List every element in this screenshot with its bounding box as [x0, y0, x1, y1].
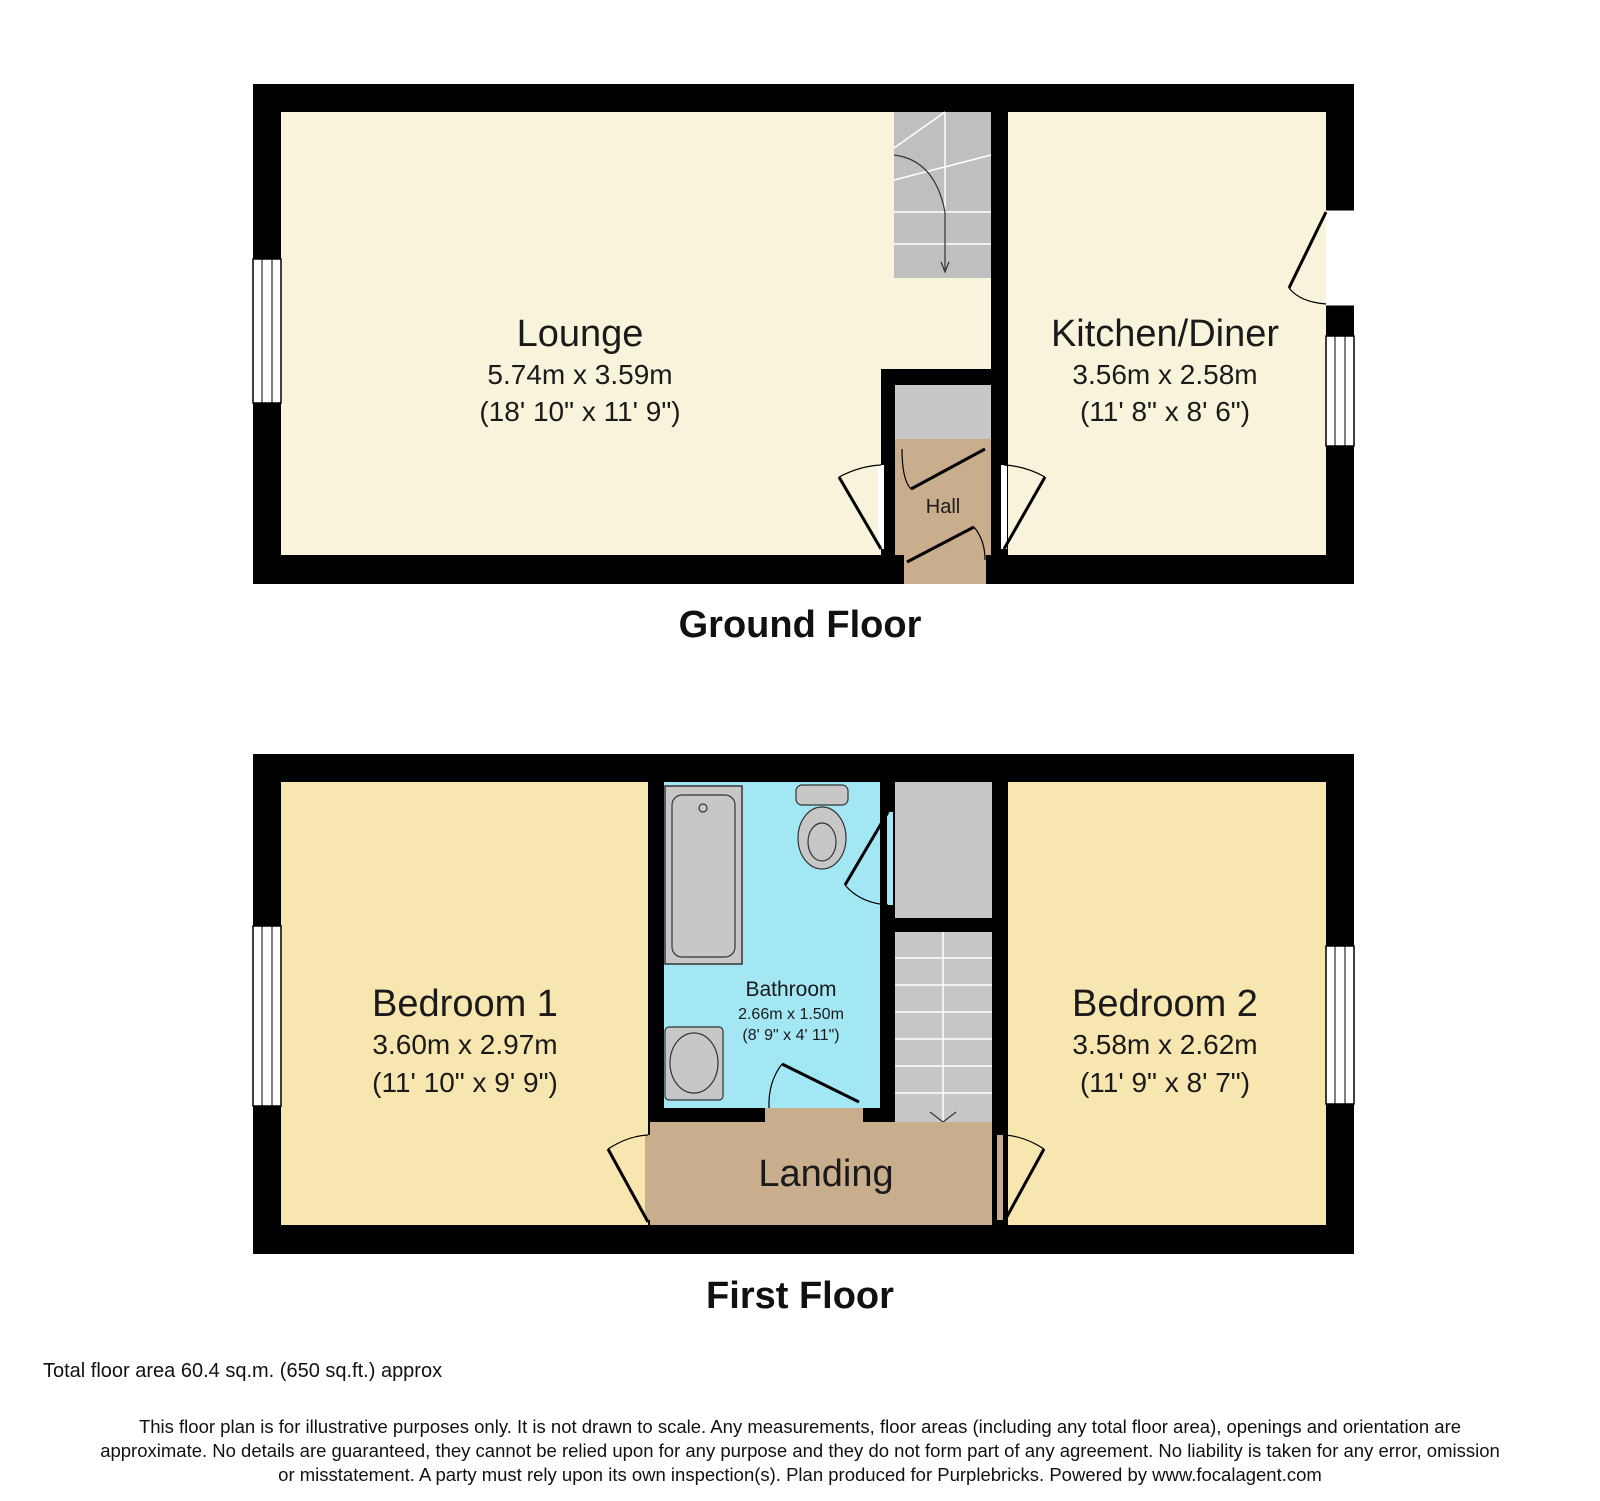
bedroom1-window [253, 926, 281, 1106]
kitchen-metric: 3.56m x 2.58m [1072, 359, 1258, 390]
disclaimer-line: This floor plan is for illustrative purposes only. It is not drawn to scale. Any measurements, floor areas (including any total floor area), openings and orientation are [138, 1416, 1462, 1437]
bathroom-imperial: (8' 9" x 4' 11") [742, 1027, 840, 1044]
disclaimer [20, 1415, 1580, 1487]
lounge-window [253, 259, 281, 403]
airing-cupboard [895, 782, 992, 918]
kitchen-name: Kitchen/Diner [1050, 313, 1280, 355]
bedroom1-name: Bedroom 1 [372, 983, 558, 1025]
kitchen-window [1326, 336, 1354, 446]
toilet-fixture [796, 785, 848, 869]
total-floor-area: Total floor area 60.4 sq.m. (650 sq.ft.) approx [43, 1360, 443, 1382]
ground-floor-title: Ground Floor [678, 604, 922, 646]
bath-fixture [665, 786, 742, 964]
lounge-imperial: (18' 10" x 11' 9") [479, 396, 681, 427]
disclaimer-line: approximate. No details are guaranteed, they cannot be relied upon for any purpose and they do not form part of any agreement. No liability is taken for any error, omission [100, 1440, 1500, 1461]
lounge-metric: 5.74m x 3.59m [487, 359, 673, 390]
first-floor-title: First Floor [706, 1275, 894, 1317]
sink-fixture [665, 1027, 723, 1100]
first-floor-stairs [895, 932, 992, 1122]
landing-name: Landing [758, 1153, 894, 1195]
bathroom-doorway [765, 1108, 863, 1124]
disclaimer-line: or misstatement. A party must rely upon its own inspection(s). Plan produced for Purplebricks. Powered by www.focalagent.com [278, 1464, 1322, 1485]
ground-stairs [894, 112, 991, 278]
bathroom-name: Bathroom [745, 978, 837, 1001]
lounge-name: Lounge [516, 313, 644, 355]
bedroom2-imperial: (11' 9" x 8' 7") [1079, 1067, 1251, 1098]
front-door-threshold [904, 555, 986, 584]
bedroom2-name: Bedroom 2 [1072, 983, 1258, 1025]
hall-name: Hall [925, 496, 961, 518]
hall-cupboard [895, 385, 991, 439]
bedroom1-imperial: (11' 10" x 9' 9") [372, 1067, 558, 1098]
bathroom-metric: 2.66m x 1.50m [738, 1006, 844, 1023]
bedroom1-metric: 3.60m x 2.97m [372, 1029, 558, 1060]
bedroom2-metric: 3.58m x 2.62m [1072, 1029, 1258, 1060]
bedroom2-window [1326, 946, 1354, 1104]
kitchen-imperial: (11' 8" x 8' 6") [1079, 396, 1251, 427]
